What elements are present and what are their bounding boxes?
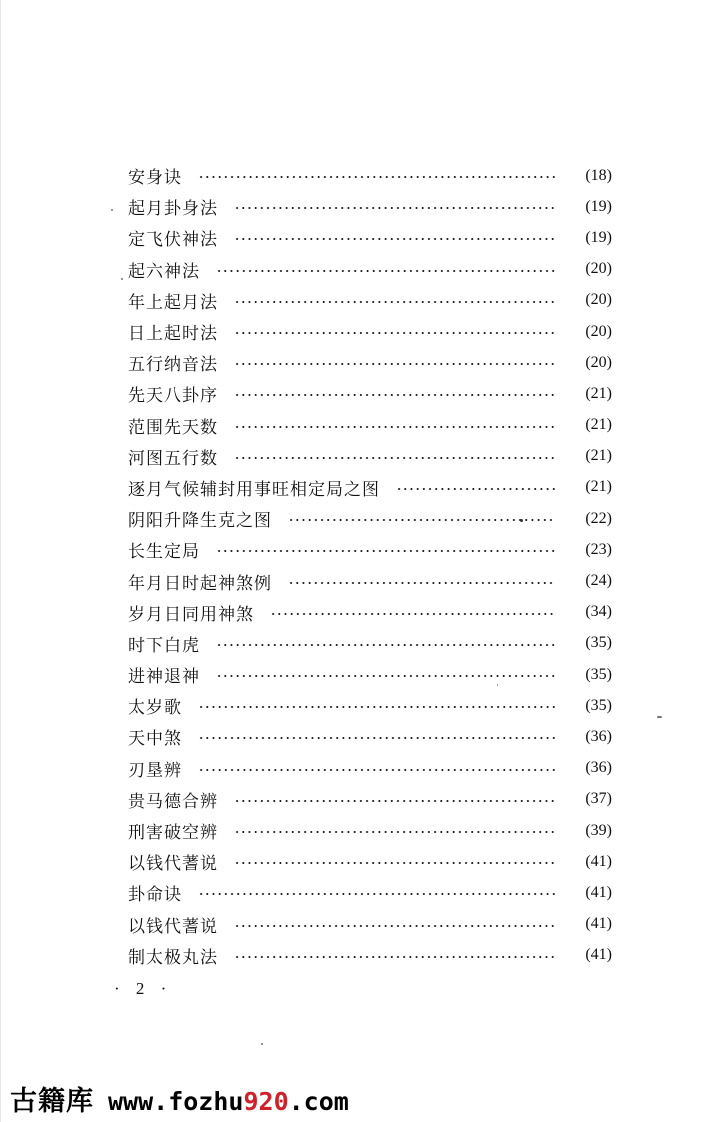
toc-entry-page: (21) [585,478,612,496]
toc-dot-leader [234,207,556,209]
toc-entry [128,441,612,472]
toc-entry-page: (21) [585,384,612,402]
toc-entry [128,628,612,659]
toc-entry-title: 日上起时法 [128,324,218,345]
toc-entry-page: (39) [585,821,612,839]
scan-speck [497,684,498,686]
watermark-site-name: 古籍库 [10,1086,94,1117]
toc-entry-title: 长生定局 [128,542,200,563]
toc-dot-leader [198,737,556,739]
toc-dot-leader [270,613,556,615]
toc-dot-leader [234,426,556,428]
toc-entry-title: 范围先天数 [128,417,218,438]
toc-dot-leader [198,176,556,178]
toc-entry-page: (41) [585,852,612,870]
toc-entry [128,316,612,347]
scan-speck [121,278,123,280]
toc-entry-page: (22) [585,509,612,527]
toc-entry [128,721,612,752]
toc-entry-page: (36) [585,759,612,777]
toc-entry [128,815,612,846]
toc-dot-leader [234,862,556,864]
toc-entry-title: 逐月气候辅封用事旺相定局之图 [128,479,380,500]
toc-entry-page: (41) [585,883,612,901]
toc-entry [128,597,612,628]
toc-entry-page: (35) [585,634,612,652]
toc-dot-leader [198,893,556,895]
toc-entry-page: (23) [585,540,612,558]
toc-entry [128,534,612,565]
toc-entry [128,222,612,253]
toc-entry-title: 天中煞 [128,729,182,750]
scan-edge [0,0,1,1122]
toc-entry [128,410,612,441]
toc-dot-leader [234,363,556,365]
toc-entry-title: 贵马德合辨 [128,791,218,812]
toc-entry-title: 太岁歌 [128,698,182,719]
toc-entry-page: (21) [585,416,612,434]
toc-dot-leader [234,238,556,240]
toc-entry [128,472,612,503]
toc-entry [128,846,612,877]
toc-entry-title: 刃垦辨 [128,760,182,781]
toc-entry-page: (18) [585,166,612,184]
toc-entry-page: (20) [585,353,612,371]
toc-entry [128,378,612,409]
table-of-contents [128,160,612,971]
toc-dot-leader [396,488,556,490]
toc-entry-page: (37) [585,790,612,808]
toc-entry [128,347,612,378]
toc-entry [128,254,612,285]
watermark-url-prefix: www.fozhu [108,1087,244,1116]
toc-entry-title: 起月卦身法 [128,199,218,220]
toc-entry-title: 定飞伏神法 [128,230,218,251]
toc-dot-leader [234,394,556,396]
toc-entry-page: (21) [585,447,612,465]
toc-entry-title: 阴阳升降生克之图 [128,511,272,532]
toc-entry-page: (24) [585,572,612,590]
toc-entry [128,909,612,940]
toc-entry-title: 以钱代蓍说 [128,854,218,875]
toc-entry [128,753,612,784]
watermark-url-accent: 920 [243,1087,289,1116]
toc-entry-page: (19) [585,228,612,246]
toc-entry [128,565,612,596]
toc-entry-title: 安身诀 [128,168,182,189]
toc-entry-page: (34) [585,603,612,621]
toc-entry [128,285,612,316]
toc-dot-leader [198,706,556,708]
toc-entry-title: 制太极丸法 [128,947,218,968]
toc-entry-page: (20) [585,260,612,278]
toc-dot-leader [234,800,556,802]
toc-entry [128,191,612,222]
toc-entry-title: 五行纳音法 [128,355,218,376]
toc-entry-title: 以钱代蓍说 [128,916,218,937]
toc-entry [128,877,612,908]
toc-entry [128,160,612,191]
toc-entry [128,690,612,721]
toc-entry-page: (36) [585,727,612,745]
toc-entry [128,659,612,690]
toc-dot-leader [234,925,556,927]
toc-dot-leader [234,956,556,958]
toc-entry-title: 岁月日同用神煞 [128,604,254,625]
toc-entry-page: (41) [585,946,612,964]
page-number: · 2 · [114,979,173,998]
toc-dot-leader [216,270,556,272]
toc-entry-title: 进神退神 [128,667,200,688]
watermark-url [108,1087,349,1116]
toc-dot-leader [216,550,556,552]
toc-entry-title: 卦命诀 [128,885,182,906]
toc-entry [128,940,612,971]
scan-speck [520,519,523,522]
toc-dot-leader [216,644,556,646]
toc-entry-title: 刑害破空辨 [128,823,218,844]
toc-entry-title: 河图五行数 [128,448,218,469]
watermark [10,1079,349,1117]
toc-entry-page: (35) [585,665,612,683]
toc-entry [128,503,612,534]
toc-entry-title: 年月日时起神煞例 [128,573,272,594]
toc-entry-title: 年上起月法 [128,292,218,313]
watermark-url-suffix: .com [288,1087,349,1116]
toc-entry-page: (20) [585,322,612,340]
toc-entry-page: (20) [585,291,612,309]
scan-speck [261,1043,263,1045]
toc-entry-page: (19) [585,197,612,215]
toc-dot-leader [234,831,556,833]
toc-entry-page: (35) [585,696,612,714]
toc-entry-title: 时下白虎 [128,635,200,656]
toc-entry-title: 起六神法 [128,261,200,282]
toc-entry-title: 先天八卦序 [128,386,218,407]
toc-dot-leader [234,301,556,303]
toc-dot-leader [234,332,556,334]
toc-dot-leader [288,582,556,584]
toc-dot-leader [216,675,556,677]
toc-dot-leader [234,457,556,459]
toc-dot-leader [198,769,556,771]
scan-speck [657,716,662,718]
scan-speck [111,209,113,211]
toc-entry [128,784,612,815]
toc-dot-leader [288,519,556,521]
toc-entry-page: (41) [585,915,612,933]
